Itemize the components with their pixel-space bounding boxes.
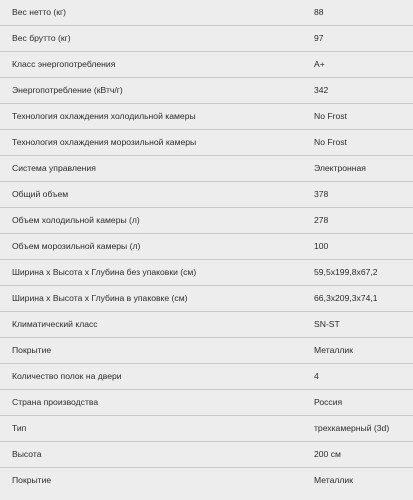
spec-label: Технология охлаждения холодильной камеры	[12, 111, 196, 121]
spec-value: 97	[314, 33, 324, 43]
spec-row-fridge-volume	[0, 208, 413, 234]
spec-row-net-weight	[0, 0, 413, 26]
spec-label: Тип	[12, 423, 27, 433]
spec-row-total-volume	[0, 182, 413, 208]
spec-value: 4	[314, 371, 319, 381]
spec-row-control-system	[0, 156, 413, 182]
spec-value: 200 см	[314, 449, 341, 459]
spec-value: 100	[314, 241, 329, 251]
spec-label: Класс энергопотребления	[12, 59, 116, 69]
spec-label: Система управления	[12, 163, 96, 173]
spec-row-energy-class	[0, 52, 413, 78]
spec-row-coating-2	[0, 468, 413, 494]
spec-value: 59,5x199,8x67,2	[314, 267, 378, 277]
spec-row-climate-class	[0, 312, 413, 338]
spec-label: Технология охлаждения морозильной камеры	[12, 137, 197, 147]
spec-row-type	[0, 416, 413, 442]
spec-value: A+	[314, 59, 325, 69]
spec-value: 278	[314, 215, 329, 225]
spec-label: Объем холодильной камеры (л)	[12, 215, 140, 225]
spec-label: Количество полок на двери	[12, 371, 122, 381]
spec-value: 88	[314, 7, 324, 17]
spec-label: Климатический класс	[12, 319, 98, 329]
spec-row-freezer-volume	[0, 234, 413, 260]
spec-label: Вес нетто (кг)	[12, 7, 66, 17]
spec-row-freezer-cooling	[0, 130, 413, 156]
spec-value: No Frost	[314, 137, 347, 147]
spec-label: Объем морозильной камеры (л)	[12, 241, 141, 251]
spec-value: трехкамерный (3d)	[314, 423, 390, 433]
spec-label: Ширина x Высота x Глубина в упаковке (см)	[12, 293, 188, 303]
spec-row-country	[0, 390, 413, 416]
spec-row-fridge-cooling	[0, 104, 413, 130]
spec-row-dimensions-packed	[0, 286, 413, 312]
spec-label: Покрытие	[12, 345, 52, 355]
spec-row-door-shelves	[0, 364, 413, 390]
spec-row-dimensions-unpacked	[0, 260, 413, 286]
spec-label: Общий объем	[12, 189, 69, 199]
spec-row-height	[0, 442, 413, 468]
spec-label: Страна производства	[12, 397, 99, 407]
spec-value: Россия	[314, 397, 343, 407]
spec-value: 66,3x209,3x74,1	[314, 293, 378, 303]
spec-label: Покрытие	[12, 475, 52, 485]
spec-label: Вес брутто (кг)	[12, 33, 71, 43]
spec-value: 378	[314, 189, 329, 199]
spec-label: Энергопотребление (кВтч/г)	[12, 85, 123, 95]
spec-row-gross-weight	[0, 26, 413, 52]
spec-value: No Frost	[314, 111, 347, 121]
spec-label: Ширина x Высота x Глубина без упаковки (см)	[12, 267, 197, 277]
spec-value: Металлик	[314, 475, 353, 485]
spec-value: Электронная	[314, 163, 366, 173]
spec-label: Высота	[12, 449, 42, 459]
spec-row-energy-consumption	[0, 78, 413, 104]
spec-value: SN-ST	[314, 319, 340, 329]
spec-value: Металлик	[314, 345, 353, 355]
spec-value: 342	[314, 85, 329, 95]
spec-row-coating	[0, 338, 413, 364]
